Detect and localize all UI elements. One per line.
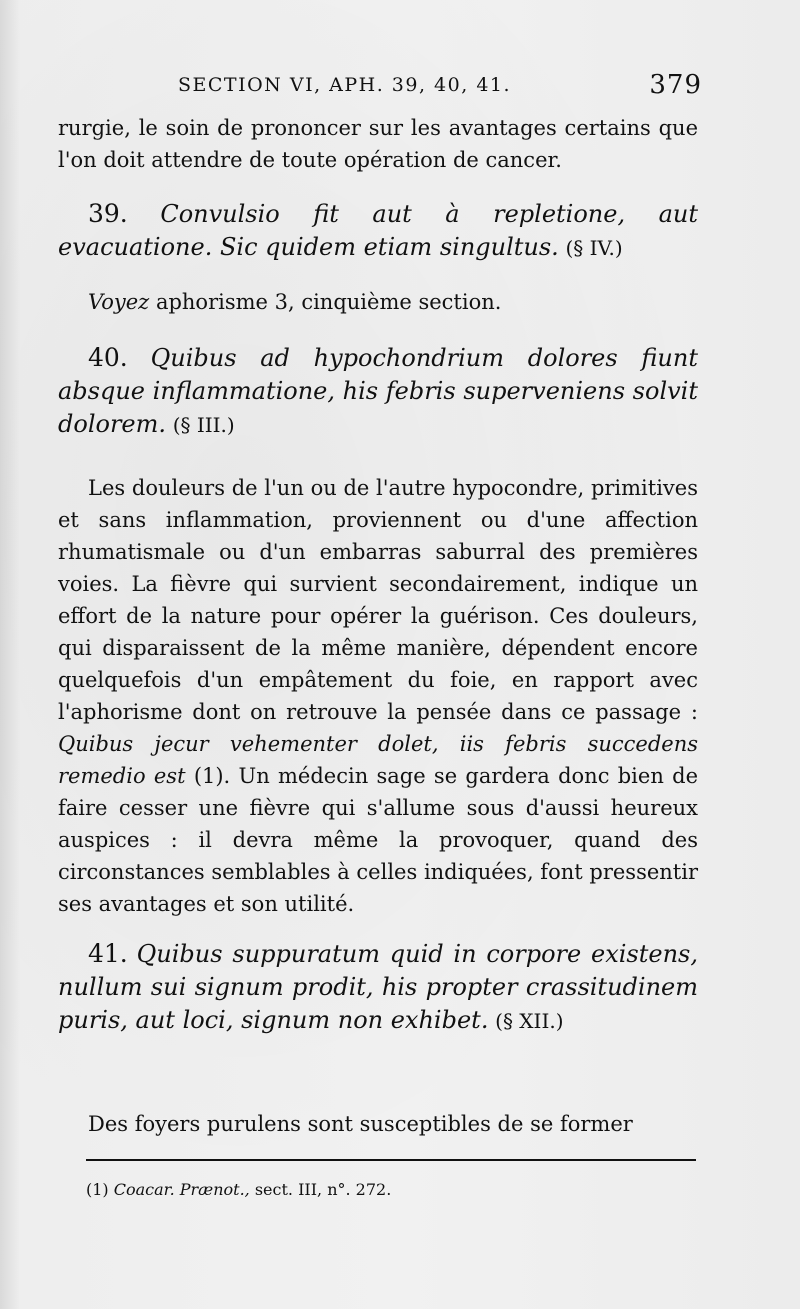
aphorism-40-commentary bbox=[58, 472, 698, 920]
aphorism-39-text bbox=[58, 198, 698, 264]
aphorism-39-latin: Convulsio fit aut à repletione, aut evacuatione. Sic quidem etiam singultus. bbox=[58, 200, 698, 261]
aphorism-41-latin: Quibus suppuratum quid in corpore existens, nullum sui signum prodit, his propter crassitudinem puris, aut loci, signum non exhibet. bbox=[58, 940, 698, 1034]
aphorism-40-number: 40. bbox=[88, 343, 128, 372]
aphorism-41 bbox=[58, 938, 698, 1037]
aphorism-40-commentary-quote: Quibus jecur vehementer dolet, iis febris succedens remedio est bbox=[58, 732, 698, 788]
aphorism-39-commentary-rest: aphorisme 3, cinquième section. bbox=[155, 290, 502, 314]
aphorism-40-text bbox=[58, 342, 698, 441]
aphorism-40-commentary-text bbox=[58, 472, 698, 920]
page-number: 379 bbox=[649, 70, 702, 100]
footnote-marker: (1) bbox=[86, 1180, 109, 1199]
footnote-reference: (1). bbox=[193, 764, 231, 788]
footnote-rest: sect. III, n°. 272. bbox=[254, 1180, 392, 1199]
footnote-source: Coacar. Prænot., bbox=[113, 1180, 250, 1199]
aphorism-39 bbox=[58, 198, 698, 264]
aphorism-41-text bbox=[58, 938, 698, 1037]
page-header bbox=[58, 70, 700, 106]
aphorism-39-commentary-text bbox=[58, 286, 698, 318]
aphorism-40 bbox=[58, 342, 698, 441]
aphorism-39-section-ref: (§ IV.) bbox=[565, 236, 623, 260]
aphorism-40-commentary-part2: Un médecin sage se gardera donc bien de faire cesser une fièvre qui s'allume sous d'aussi heureux auspices : il devra même la provoquer, quand des circonstances semblables à celles indiquées, font pressentir ses avantages et son utilité. bbox=[58, 764, 698, 916]
aphorism-39-number: 39. bbox=[88, 199, 128, 228]
footnote-rule bbox=[86, 1159, 696, 1161]
aphorism-40-section-ref: (§ III.) bbox=[172, 413, 235, 437]
continuation-text: rurgie, le soin de prononcer sur les avantages certains que l'on doit attendre de toute opération de cancer. bbox=[58, 116, 698, 172]
aphorism-41-section-ref: (§ XII.) bbox=[495, 1009, 564, 1033]
aphorism-40-commentary-part1: Les douleurs de l'un ou de l'autre hypocondre, primitives et sans inflammation, proviennent ou d'une affection rhumatismale ou d'un embarras saburral des premières voies. La fièvre qui survient secondairement, indique un effort de la nature pour opérer la guérison. Ces douleurs, qui disparaissent de la même manière, dépendent encore quelquefois d'un empâtement du foie, en rapport avec l'aphorisme dont on retrouve la pensée dans ce passage : bbox=[58, 476, 698, 724]
continuation-paragraph bbox=[58, 112, 698, 176]
aphorism-41-commentary-text: Des foyers purulens sont susceptibles de se former bbox=[88, 1112, 633, 1136]
aphorism-39-commentary bbox=[58, 286, 698, 318]
aphorism-41-commentary bbox=[58, 1108, 698, 1140]
aphorism-41-number: 41. bbox=[88, 939, 128, 968]
footnote bbox=[86, 1180, 696, 1199]
aphorism-40-latin: Quibus ad hypochondrium dolores fiunt absque inflammatione, his febris superveniens solvit dolorem. bbox=[58, 344, 698, 438]
aphorism-39-commentary-italic: Voyez bbox=[88, 290, 150, 314]
running-title: SECTION VI, APH. 39, 40, 41. bbox=[178, 74, 512, 96]
